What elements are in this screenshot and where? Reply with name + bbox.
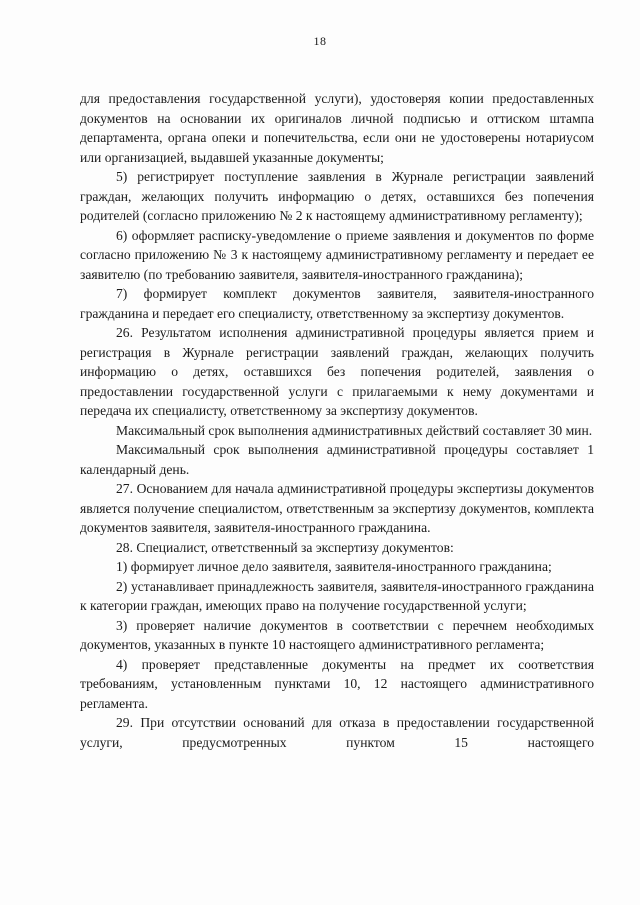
paragraph-item-4: 4) проверяет представленные документы на предмет их соответствия требованиям, установленным пунктами 10, 12 настоящего административного регламента. xyxy=(80,656,594,711)
paragraph-item-2: 2) устанавливает принадлежность заявителя, заявителя-иностранного гражданина к категории граждан, имеющих право на получение государственной услуги; xyxy=(80,578,594,613)
paragraph-item-3: 3) проверяет наличие документов в соответствии с перечнем необходимых документов, указанных в пункте 10 настоящего административного регламента; xyxy=(80,617,594,652)
paragraph-item-6: 6) оформляет расписку-уведомление о приеме заявления и документов по форме согласно приложению № 3 к настоящему административному регламенту и передает ее заявителю (по требованию заявителя, заявителя-иностранного гражданина); xyxy=(80,227,594,282)
paragraph-item-7: 7) формирует комплект документов заявителя, заявителя-иностранного гражданина и передает его специалисту, ответственному за экспертизу документов. xyxy=(80,286,594,321)
paragraph-item-5: 5) регистрирует поступление заявления в Журнале регистрации заявлений граждан, желающих получить информацию о детях, оставшихся без попечения родителей (согласно приложению № 2 к настоящему административному регламенту); xyxy=(80,169,594,223)
document-body xyxy=(80,89,594,752)
paragraph-section-26: 26. Результатом исполнения административной процедуры является прием и регистрация в Журнале регистрации заявлений граждан, желающих получить информацию о детях, оставшихся без попечения родителей, заявления о предоставлении государственной услуги с прилагаемыми к нему документами и передача их специалисту, ответственному за экспертизу документов. xyxy=(80,325,594,418)
paragraph-max-time-procedure: Максимальный срок выполнения административной процедуры составляет 1 календарный день. xyxy=(80,442,594,477)
paragraph-section-28: 28. Специалист, ответственный за экспертизу документов: xyxy=(116,539,454,555)
paragraph-max-time-actions: Максимальный срок выполнения административных действий составляет 30 мин. xyxy=(116,422,593,438)
paragraph-section-27: 27. Основанием для начала административной процедуры экспертизы документов является получение специалистом, ответственным за экспертизу документов, комплекта документов заявителя, заявителя-иностранного гражданина. xyxy=(80,481,594,535)
paragraph-item-1: 1) формирует личное дело заявителя, заявителя-иностранного гражданина; xyxy=(116,559,552,574)
paragraph-section-29: 29. При отсутствии оснований для отказа в предоставлении государственной услуги, предусмотренных пунктом 15 настоящего xyxy=(80,715,594,750)
page-number: 18 xyxy=(313,34,327,48)
paragraph-continuation: для предоставления государственной услуги), удостоверяя копии предоставленных документов на основании их оригиналов личной подписью и оттиском штампа департамента, органа опеки и попечительства, если они не удостоверены нотариусом или организацией, выдавшей указанные документы; xyxy=(80,91,594,165)
